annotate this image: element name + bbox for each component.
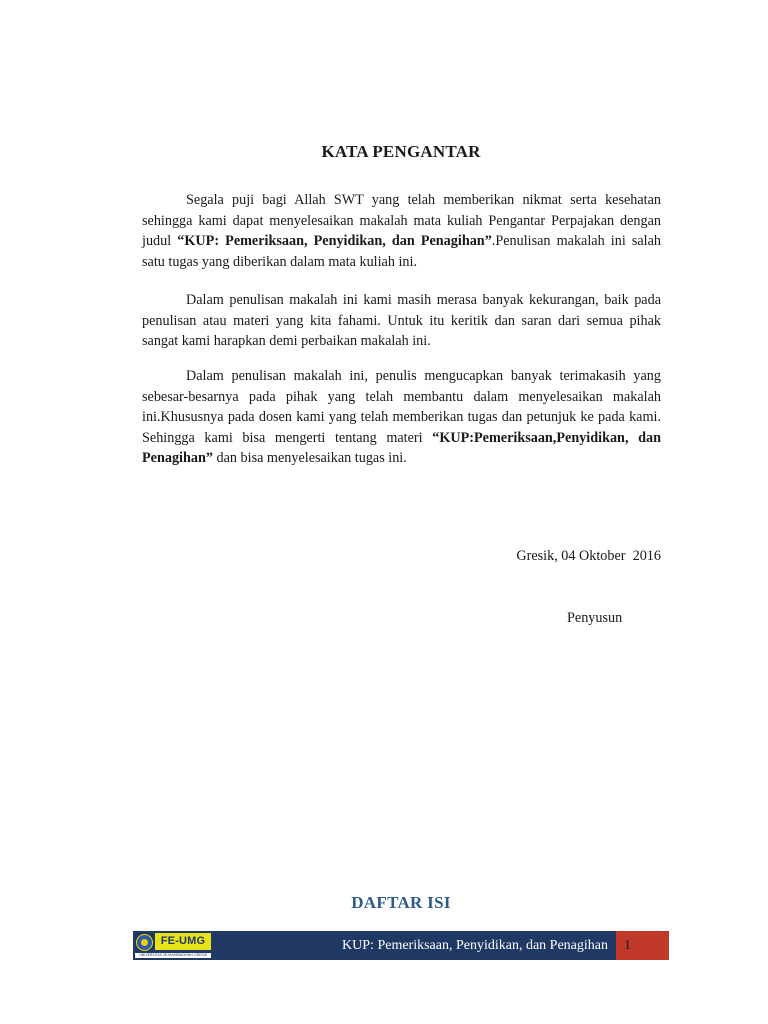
paragraph-thanks-text-after: dan bisa menyelesaikan tugas ini. bbox=[212, 450, 407, 466]
paragraph-thanks-bold-part1: “KUP:Pemeriksaan,Penyidikan, bbox=[432, 429, 629, 446]
paragraph-intro bbox=[142, 190, 661, 272]
paragraph-thanks-text-before: Dalam penulisan makalah ini, penulis mengucapkan banyak terimakasih yang sebesar-besarnya pada pihak yang telah membantu dalam menyelesaikan makalah ini.Khususnya pada dosen kami yang telah memberikan tugas dan petunjuk ke pada kami. Sehingga kami bisa mengerti tentang materi bbox=[142, 368, 661, 446]
paragraph-intro-text-before: Segala puji bagi Allah SWT yang telah memberikan nikmat serta kesehatan sehingga kami dapat menyelesaikan makalah mata kuliah Pengantar Perpajakan dengan judul bbox=[142, 192, 661, 249]
next-section-heading: DAFTAR ISI bbox=[351, 893, 451, 912]
place-date: Gresik, 04 Oktober 2016 bbox=[516, 548, 661, 564]
page-title: KATA PENGANTAR bbox=[321, 142, 481, 161]
footer-logo-label: FE-UMG bbox=[155, 933, 211, 950]
footer-logo-subtitle: UNIVERSITAS MUHAMMADIYAH GRESIK bbox=[135, 953, 211, 958]
footer-title: KUP: Pemeriksaan, Penyidikan, dan Penagihan bbox=[213, 931, 616, 960]
footer-logo bbox=[133, 931, 213, 960]
paragraph-intro-bold-title: “KUP: Pemeriksaan, Penyidikan, dan Penagihan” bbox=[177, 233, 492, 249]
university-emblem-icon bbox=[136, 934, 153, 951]
paragraph-thanks-bold-part2: dan Penagihan” bbox=[142, 429, 662, 466]
paragraph-shortcomings bbox=[142, 290, 661, 352]
paragraph-shortcomings-text: Dalam penulisan makalah ini kami masih merasa banyak kekurangan, baik pada penulisan atau materi yang kita fahami. Untuk itu keritik dan saran dari semua pihak sangat kami harapkan demi perbaikan makalah ini. bbox=[142, 292, 661, 349]
paragraph-thanks bbox=[142, 366, 661, 469]
page-number: 1 bbox=[616, 931, 669, 960]
paragraph-intro-text-after: .Penulisan makalah ini salah satu tugas yang diberikan dalam mata kuliah ini. bbox=[142, 233, 662, 270]
page-footer bbox=[133, 931, 669, 960]
signer-label: Penyusun bbox=[567, 610, 623, 626]
